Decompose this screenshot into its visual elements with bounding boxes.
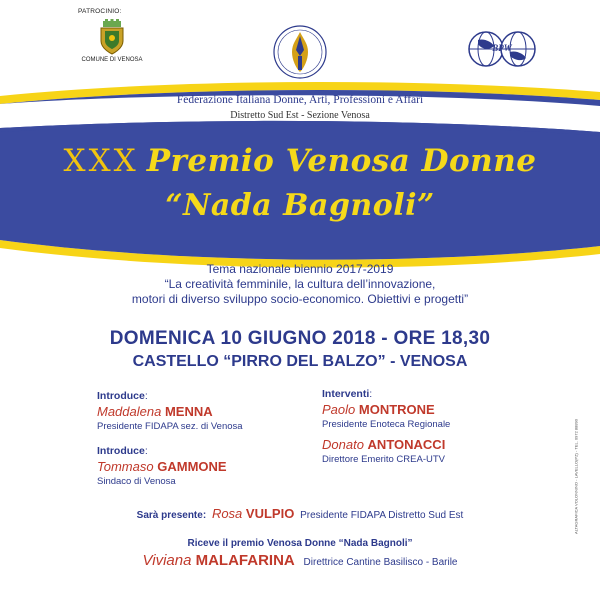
theme-quote-1: “La creatività femminile, la cultura dell’innovazione, [164,277,436,291]
organization-section: Distretto Sud Est - Sezione Venosa [230,110,370,121]
introduce-block-2: Introduce: Tommaso GAMMONE Sindaco di Venosa [97,445,227,487]
introduce-label: Introduce [97,445,145,457]
guest-role: Presidente FIDAPA Distretto Sud Est [300,510,464,521]
speaker-last-name: ANTONACCI [367,437,446,452]
speaker-role: Sindaco di Venosa [97,476,176,487]
speaker-last-name: MENNA [164,404,213,419]
winner-role: Direttrice Cantine Basilisco - Barile [303,557,458,568]
award-label: Riceve il premio Venosa Donne “Nada Bagnoli” [187,538,413,549]
speaker-first-name: Maddalena [97,404,162,419]
interventi-label: Interventi [322,388,370,400]
patronage-block [72,8,152,63]
guest-first-name: Rosa [211,506,243,521]
title-roman-numeral: XXX [63,143,139,179]
guest-line [0,506,600,521]
fidapa-logo-icon [270,22,330,82]
speaker-first-name: Donato [322,437,364,452]
patronage-label: PATROCINIO: [78,8,122,15]
title-prize-name: Premio Venosa Donne [146,143,537,179]
speaker-last-name: MONTRONE [358,402,435,417]
guest-label: Sarà presente: [136,510,207,521]
title-line-2: “Nada Bagnoli” [165,188,435,223]
intervento-block-2 [322,436,445,467]
event-venue: CASTELLO “PIRRO DEL BALZO” - VENOSA [132,353,468,370]
title-line-1 [0,143,600,179]
printer-credit [566,390,579,570]
patronage-town: COMUNE DI VENOSA [81,57,143,63]
intervento-block-1: Interventi: Paolo MONTRONE Presidente Enoteca Regionale [322,388,451,430]
printer-credit-text: ALTAGRAFICA VOLONNINO - LAVELLO(PZ) - TEL. 0972 88890 [573,418,579,535]
organization-name: Federazione Italiana Donne, Arti, Professioni e Affari [176,94,424,106]
bpw-logo-icon [462,28,542,70]
event-datetime: DOMENICA 10 GIUGNO 2018 - ORE 18,30 [109,328,491,349]
introduce-label: Introduce [97,390,145,402]
speaker-role: Direttore Emerito CREA-UTV [322,454,445,465]
speaker-first-name: Tommaso [97,459,154,474]
venosa-crest-icon [99,19,125,55]
award-winner-line [0,552,600,569]
speaker-role: Presidente FIDAPA sez. di Venosa [97,421,243,432]
speaker-first-name: Paolo [322,402,356,417]
theme-heading: Tema nazionale biennio 2017-2019 [206,262,394,276]
bpw-label: BPW [492,43,512,53]
speaker-last-name: GAMMONE [157,459,227,474]
guest-last-name: VULPIO [245,506,295,521]
winner-first-name: Viviana [142,552,192,569]
winner-last-name: MALAFARINA [195,552,295,569]
speaker-role: Presidente Enoteca Regionale [322,419,451,430]
theme-quote-2: motori di diverso sviluppo socio-economico. Obiettivi e progetti” [131,292,469,306]
introduce-block-1: Introduce: Maddalena MENNA Presidente FIDAPA sez. di Venosa [97,390,243,432]
